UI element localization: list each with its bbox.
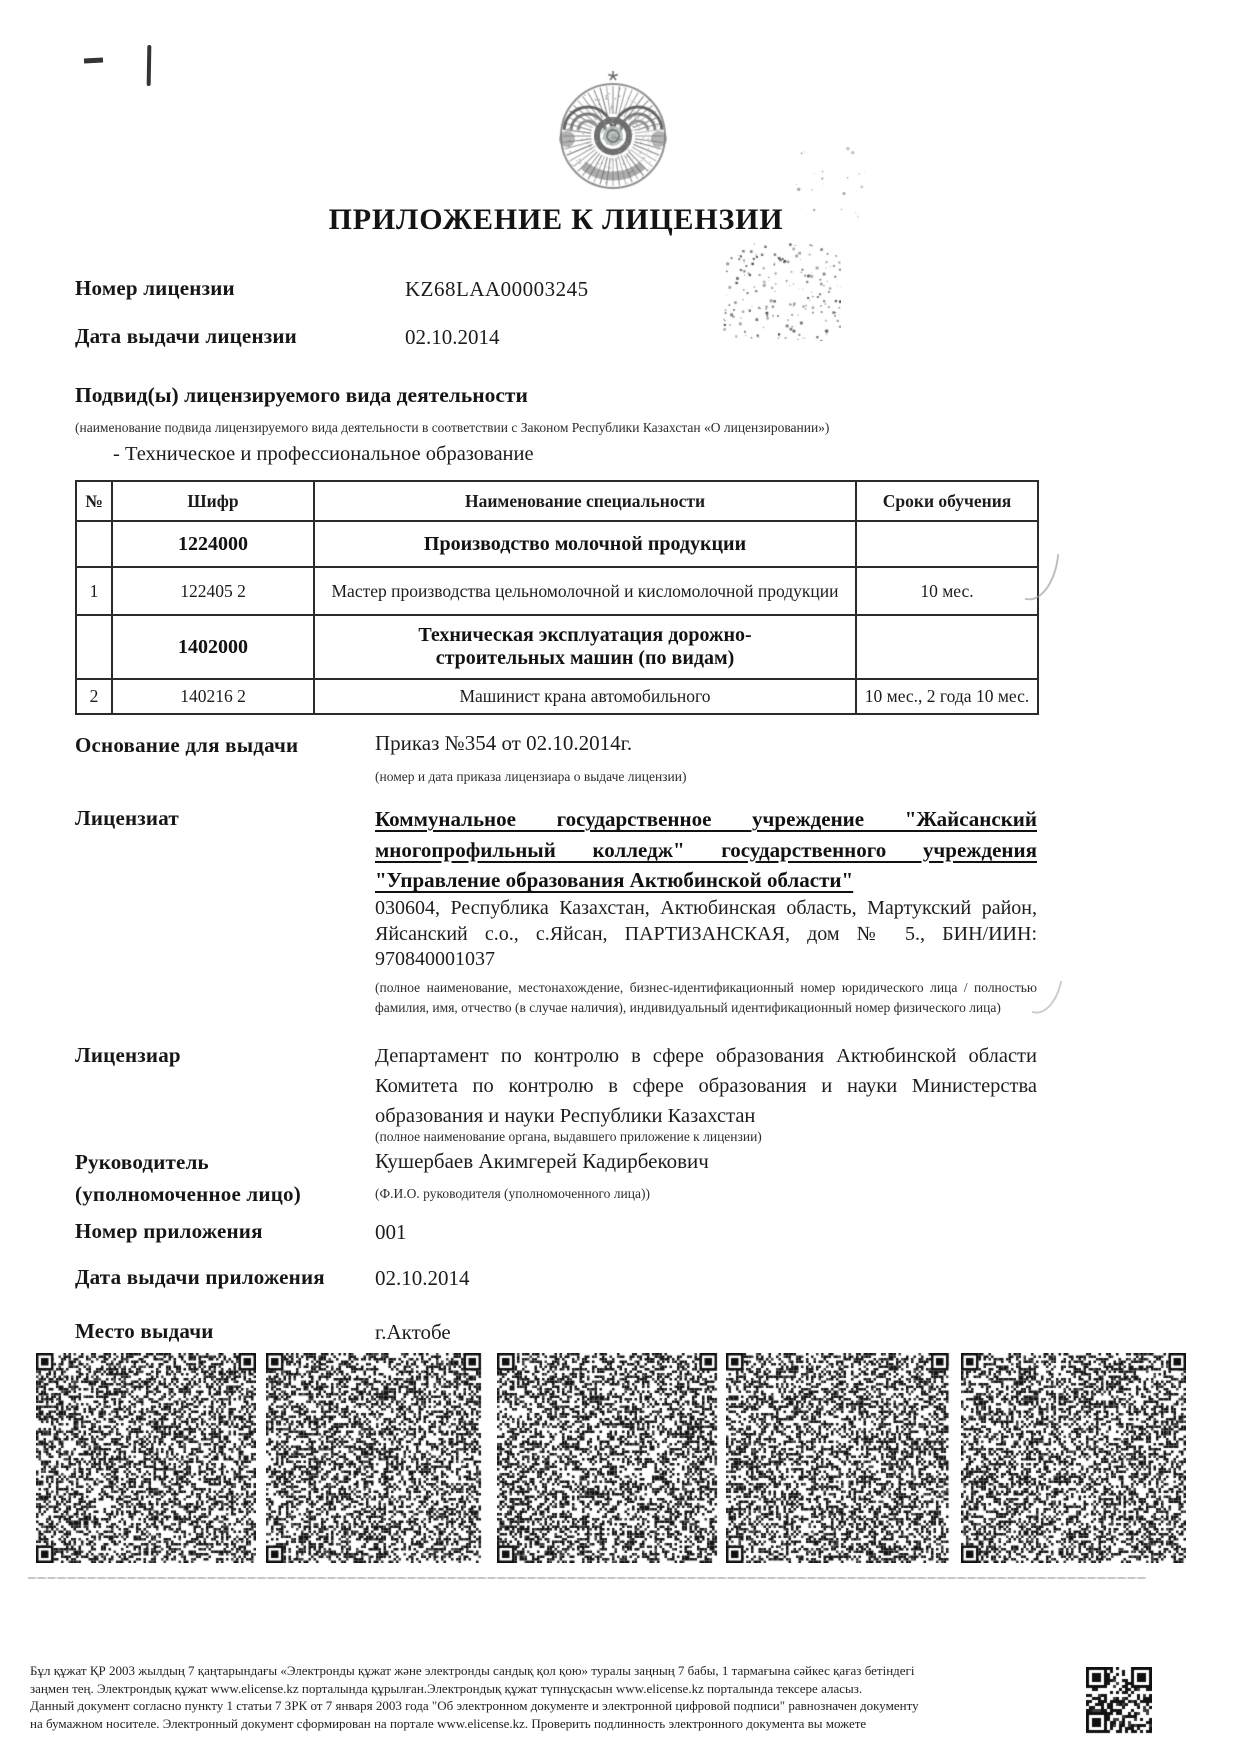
specialties-table <box>75 480 1039 715</box>
cell-name: Техническая эксплуатация дорожно-строительных машин (по видам) <box>314 615 856 679</box>
cell-code: 140216 2 <box>112 679 314 714</box>
table-row-1 <box>76 567 1038 615</box>
head-caption: (Ф.И.О. руководителя (уполномоченного лица)) <box>375 1186 650 1201</box>
licensee-name: Коммунальное государственное учреждение "Жайсанский многопрофильный колледж" государственного учреждения "Управление образования Актюбинской области" <box>375 807 1037 892</box>
verification-qr-code <box>1086 1667 1152 1734</box>
ink-smudge-artifact <box>723 243 841 341</box>
appendix-issue-date-label: Дата выдачи приложения <box>75 1265 325 1289</box>
cell-code: 1402000 <box>112 615 314 679</box>
document-title: ПРИЛОЖЕНИЕ К ЛИЦЕНЗИИ <box>328 203 784 236</box>
subtype-section-caption: (наименование подвида лицензируемого вида деятельности в соответствии с Законом Республики Казахстан «О лицензировании») <box>75 420 830 435</box>
qr-code-4 <box>726 1353 950 1563</box>
cell-num <box>76 615 112 679</box>
licensor-caption: (полное наименование органа, выдавшего приложение к лицензии) <box>375 1129 762 1144</box>
footer-line-4: на бумажном носителе. Электронный документ сформирован на портале www.elicense.kz. Проверить подлинность электронного документа вы можете <box>30 1715 867 1731</box>
qr-code-2 <box>266 1353 482 1563</box>
licensor-value: Департамент по контролю в сфере образования Актюбинской области Комитета по контролю в сфере образования и науки Министерства образования и науки Республики Казахстан <box>375 1045 1037 1127</box>
scan-separator-line <box>28 1577 1146 1579</box>
licensee-caption: (полное наименование, местонахождение, бизнес-идентификационный номер юридического лица / полностью фамилия, имя, отчество (в случае наличия), индивидуальный идентификационный номер физического лица) <box>375 980 1037 1015</box>
appendix-issue-date-value: 02.10.2014 <box>375 1266 470 1290</box>
pen-mark-stroke <box>147 45 152 86</box>
cell-num: 2 <box>76 679 112 714</box>
kazakhstan-coat-of-arms-emblem <box>551 60 675 200</box>
issue-place-value: г.Актобе <box>375 1320 451 1344</box>
footer-legal-text <box>30 1662 1044 1732</box>
col-header-num: № <box>76 481 112 521</box>
cell-name: Машинист крана автомобильного <box>314 679 856 714</box>
qr-code-5 <box>961 1353 1186 1563</box>
table-header-row <box>76 481 1038 521</box>
appendix-number-label: Номер приложения <box>75 1219 263 1243</box>
col-header-term: Сроки обучения <box>856 481 1038 521</box>
cell-name: Производство молочной продукции <box>314 521 856 567</box>
cell-code: 122405 2 <box>112 567 314 615</box>
basis-label: Основание для выдачи <box>75 733 299 757</box>
cell-code: 1224000 <box>112 521 314 567</box>
license-issue-date-value: 02.10.2014 <box>405 325 500 349</box>
licensee-label: Лицензиат <box>75 806 179 830</box>
cell-term <box>856 521 1038 567</box>
basis-caption: (номер и дата приказа лицензиара о выдаче лицензии) <box>375 769 687 784</box>
footer-line-1: Бұл құжат ҚР 2003 жылдың 7 қаңтарындағы «Электронды құжат және электронды сандық қол қою» туралы заңның 7 бабы, 1 тармағына сәйкес қағаз бетіндегі <box>30 1663 915 1678</box>
cell-num: 1 <box>76 567 112 615</box>
cell-term: 10 мес. <box>856 567 1038 615</box>
footer-line-2: заңмен тең. Электрондық құжат www.elicense.kz порталында құрылған.Электрондық құжат түпнұсқасын www.elicense.kz порталында тексере аласыз. <box>30 1680 863 1696</box>
licensee-address: 030604, Республика Казахстан, Актюбинская область, Мартукский район, Яйсанский с.о., с.Яйсан, ПАРТИЗАНСКАЯ, дом № 5., БИН/ИИН: 970840001037 <box>375 897 1037 970</box>
license-number-label: Номер лицензии <box>75 276 235 300</box>
license-number-value: KZ68LAA00003245 <box>405 277 589 301</box>
license-issue-date-label: Дата выдачи лицензии <box>75 324 297 348</box>
issue-place-label: Место выдачи <box>75 1319 214 1343</box>
cell-term <box>856 615 1038 679</box>
subtype-section-heading: Подвид(ы) лицензируемого вида деятельности <box>75 383 528 407</box>
table-row-group-1 <box>76 521 1038 567</box>
head-label: Руководитель <box>75 1150 209 1174</box>
cell-name: Мастер производства цельномолочной и кисломолочной продукции <box>314 567 856 615</box>
head-sublabel: (уполномоченное лицо) <box>75 1182 301 1206</box>
basis-value: Приказ №354 от 02.10.2014г. <box>375 731 633 755</box>
cell-term: 10 мес., 2 года 10 мес. <box>856 679 1038 714</box>
pen-mark-dash <box>84 58 103 64</box>
cell-num <box>76 521 112 567</box>
appendix-number-value: 001 <box>375 1220 407 1244</box>
page-curl-artifact-1 <box>1025 550 1060 603</box>
table-row-group-2 <box>76 615 1038 679</box>
licensor-label: Лицензиар <box>75 1043 181 1067</box>
subtype-item: - Техническое и профессиональное образование <box>113 443 534 465</box>
qr-code-3 <box>497 1353 718 1563</box>
col-header-code: Шифр <box>112 481 314 521</box>
col-header-name: Наименование специальности <box>314 481 856 521</box>
table-row-2 <box>76 679 1038 714</box>
head-name: Кушербаев Акимгерей Кадирбекович <box>375 1149 709 1173</box>
footer-line-3: Данный документ согласно пункту 1 статьи 7 ЗРК от 7 января 2003 года "Об электронном документе и электронной цифровой подписи" равнозначен документу <box>30 1698 919 1714</box>
qr-code-1 <box>36 1353 256 1563</box>
